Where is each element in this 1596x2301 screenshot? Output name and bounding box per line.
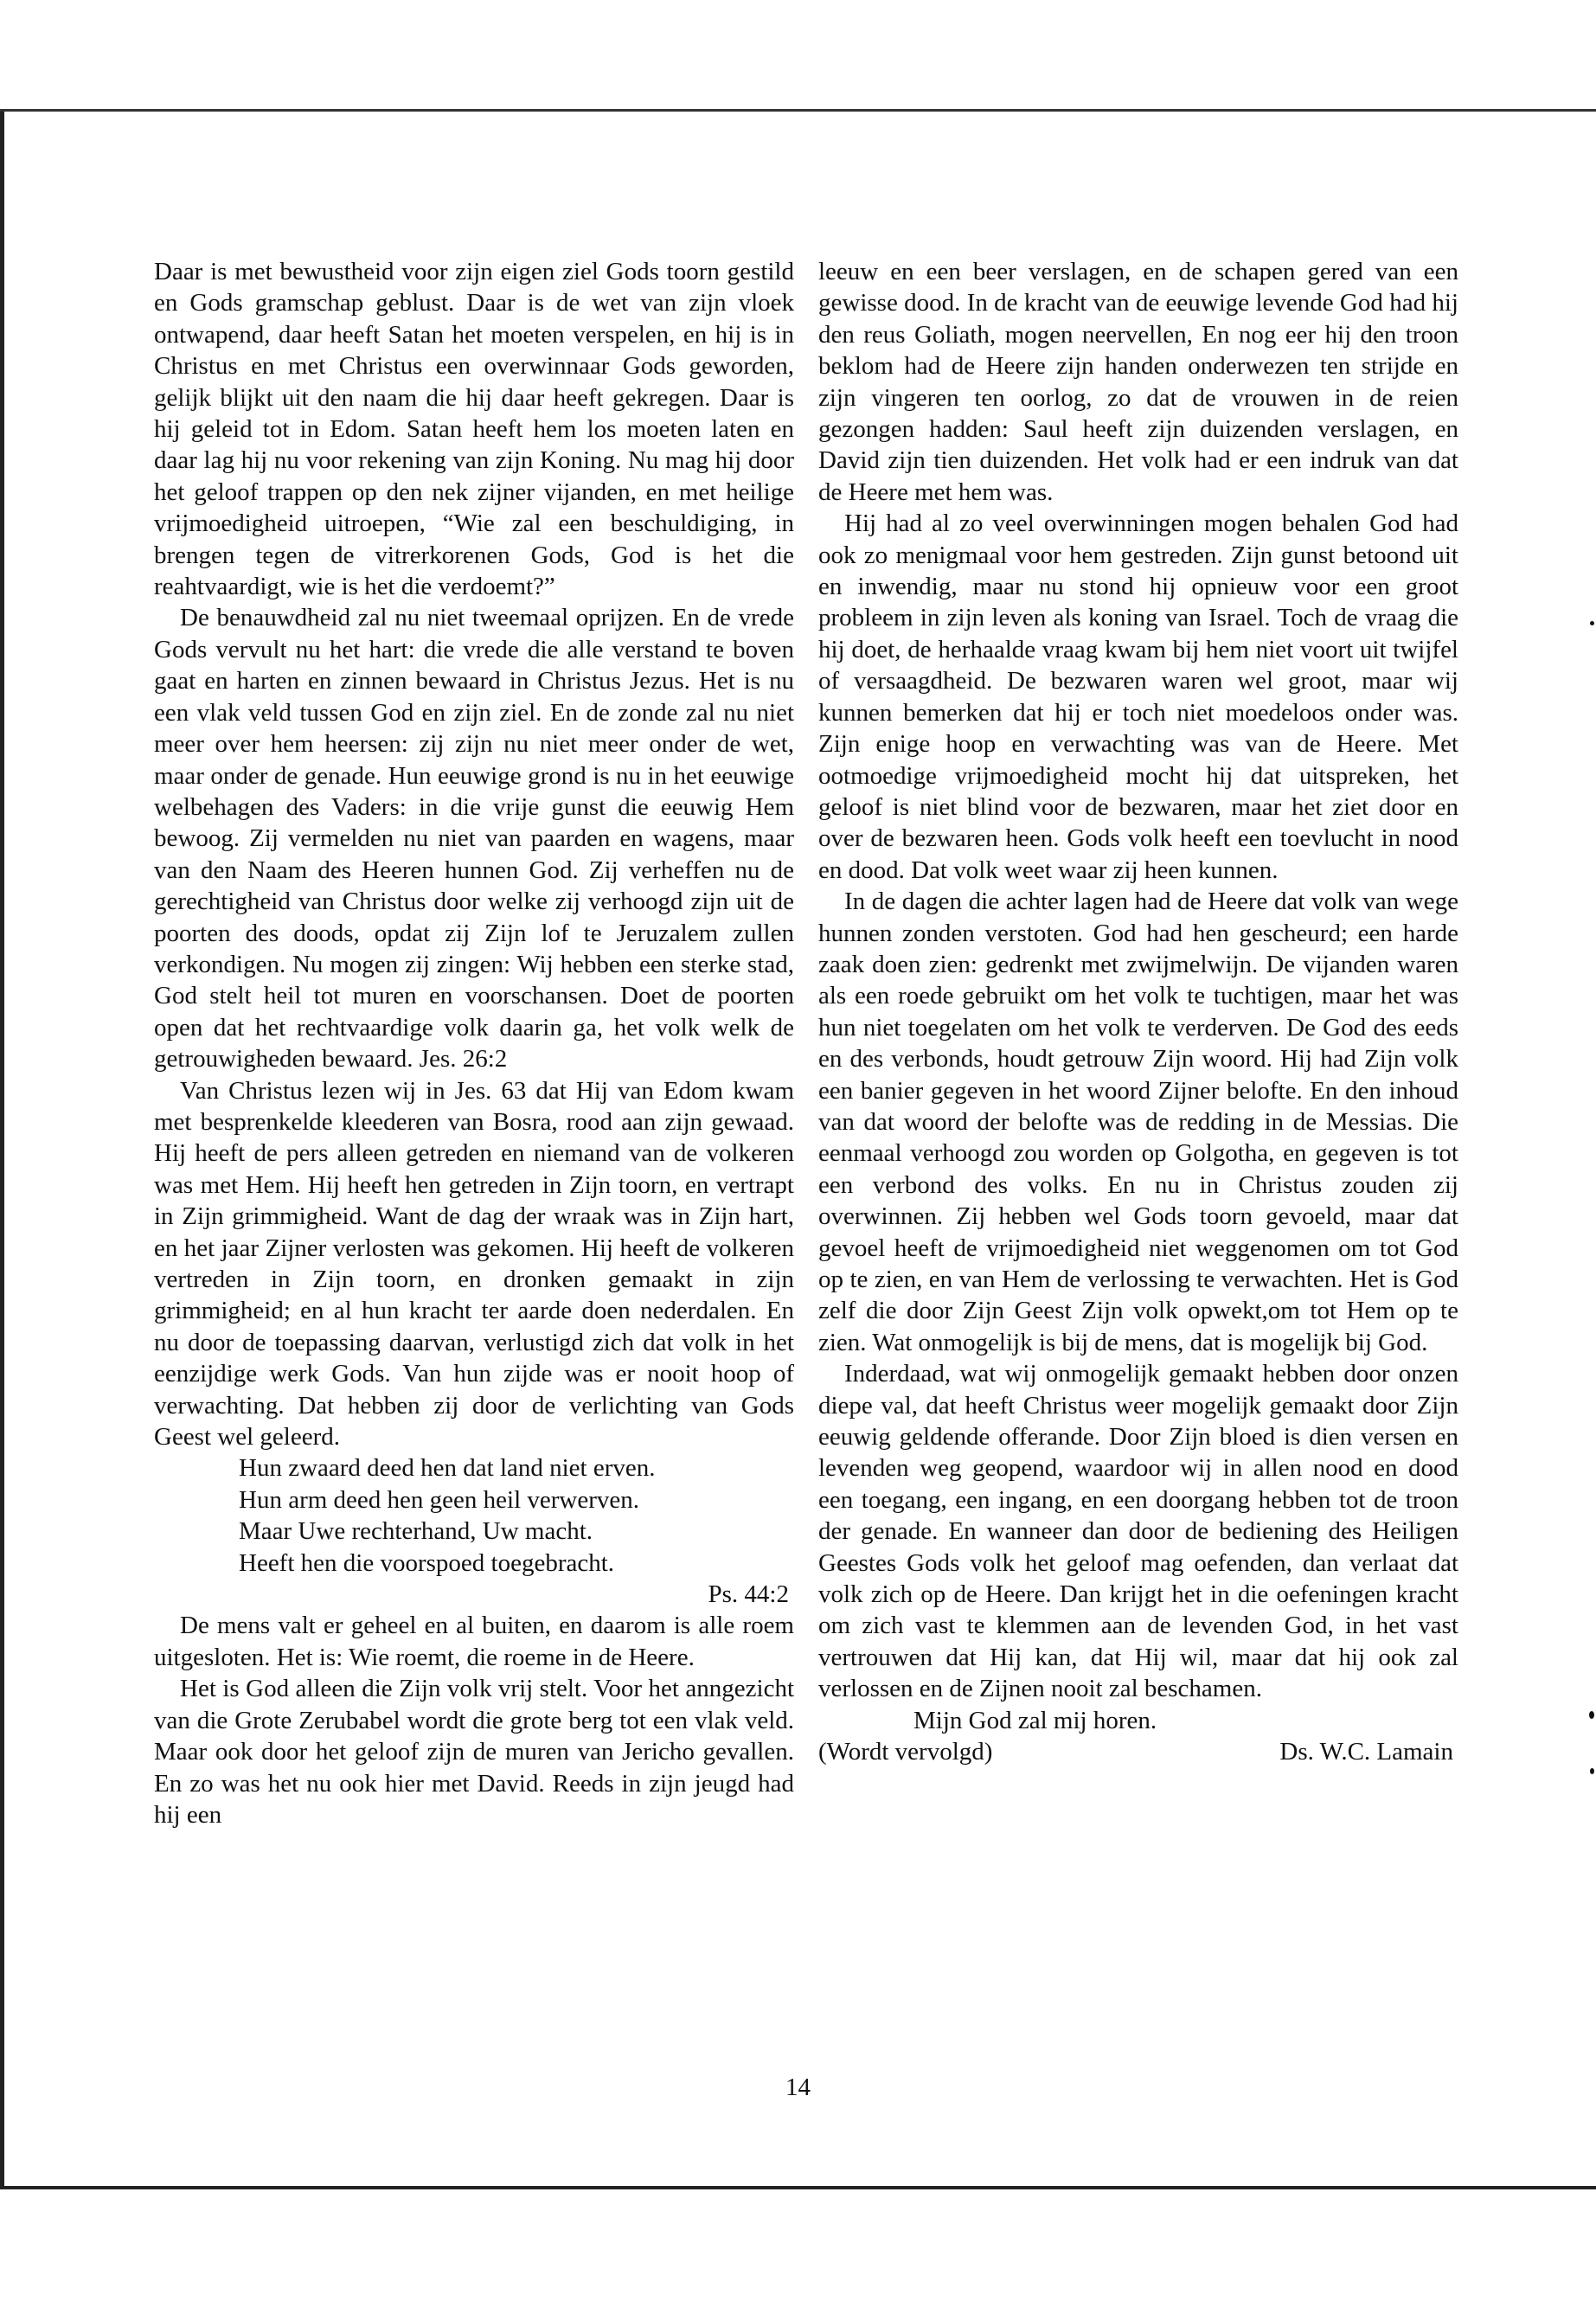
psalm-line-2: Hun arm deed hen geen heil verwerven. <box>239 1485 639 1514</box>
psalm-reference: Ps. 44:2 <box>708 1580 789 1609</box>
right-paragraph-3: In de dagen die achter lagen had de Heere dat volk van wege hunnen zonden verstoten. God had hen gescheurd; een harde zaak doen zien: gedrenkt met zwijmelwijn. De vijanden waren als een roede gebruikt om het volk te tuchtigen, maar het was hun niet toegelaten om het volk te verderven. De God des eeds en des verbonds, houdt getrouw Zijn woord. Hij had Zijn volk een banier gegeven in het woord Zijner belofte. En den inhoud van dat woord der belofte was de redding in de Messias. Die eenmaal verhoogd zou worden op Golgotha, en gegeven is tot een verbond des volks. En nu in Christus zouden zij overwinnen. Zij hebben wel Gods toorn gevoeld, maar dat gevoel heeft de vrijmoedigheid niet weggenomen om tot God op te zien, en van Hem de verlossing te verwachten. Het is God zelf die door Zijn Geest Zijn volk opwekt,om tot Hem op te zien. Wat onmogelijk is bij de mens, dat is mogelijk bij God. <box>818 888 1458 1356</box>
psalm-verse <box>239 1452 794 1579</box>
left-paragraph-3: Van Christus lezen wij in Jes. 63 dat Hij van Edom kwam met besprenkelde kleederen van Bosra, rood aan zijn gewaad. Hij heeft de pers alleen getreden en niemand van de volkeren was met Hem. Hij heeft hen getreden in Zijn toorn, en vertrapt in Zijn grimmigheid. Want de dag der wraak was in Zijn hart, en het jaar Zijner verlosten was gekomen. Hij heeft de volkeren vertreden in Zijn toorn, en dronken gemaakt in zijn grimmigheid; en al hun kracht ter aarde doen nederdalen. En nu door de toepassing daarvan, verlustigd zich dat volk in het eenzijdige werk Gods. Van hun zijde was er nooit hoop of verwachting. Dat hebben zij door de verlichting van Gods Geest wel geleerd. <box>154 1076 794 1452</box>
page-number: 14 <box>785 2073 811 2101</box>
left-column <box>154 256 794 1830</box>
left-paragraph-1: Daar is met bewustheid voor zijn eigen ziel Gods toorn gestild en Gods gramschap geblust. Daar is de wet van zijn vloek ontwapend, daar heeft Satan het moeten verspelen, en hij is in Christus en met Christus een overwinnaar Gods geworden, gelijk blijkt uit den naam die hij daar heeft gekregen. Daar is hij geleid tot in Edom. Satan heeft hem los moeten laten en daar lag hij nu voor rekening van zijn Koning. Nu mag hij door het geloof trappen op den nek zijner vijanden, en met heilige vrijmoedigheid uitroepen, “Wie zal een beschuldiging, in brengen tegen de vitrerkorenen Gods, God is het die reahtvaardigt, wie is het die verdoemt?” <box>154 258 794 601</box>
scan-speck-mark <box>1590 1768 1594 1774</box>
top-rule <box>0 109 1596 112</box>
left-edge-border <box>0 112 4 2186</box>
left-paragraph-4: De mens valt er geheel en al buiten, en daarom is alle roem uitgesloten. Het is: Wie roemt, die roeme in de Heere. <box>154 1612 794 1671</box>
psalm-line-3: Maar Uwe rechterhand, Uw macht. <box>239 1517 593 1546</box>
right-paragraph-1: leeuw en een beer verslagen, en de schapen gered van een gewisse dood. In de kracht van de eeuwige levende God had hij den reus Goliath, mogen neervellen, En nog eer hij den troon beklom had de Heere zijn handen onderwezen ten strijde en zijn vingeren ten oorlog, zo dat de vrouwen in de reien gezongen hadden: Saul heeft zijn duizenden verslagen, en David zijn tien duizenden. Het volk had er een indruk van dat de Heere met hem was. <box>818 258 1458 506</box>
author-name: Ds. W.C. Lamain <box>1279 1738 1453 1766</box>
psalm-line-1: Hun zwaard deed hen dat land niet erven. <box>239 1454 656 1483</box>
bottom-rule <box>0 2186 1596 2189</box>
closing-line: Mijn God zal mij horen. <box>913 1706 1157 1734</box>
left-paragraph-2: De benauwdheid zal nu niet tweemaal oprijzen. En de vrede Gods vervult nu het hart: die vrede die alle verstand te boven gaat en harten en zinnen bewaard in Christus Jezus. Het is nu een vlak veld tussen God en zijn ziel. En de zonde zal nu niet meer over hem heersen: zij zijn nu niet meer onder de wet, maar onder de genade. Hun eeuwige grond is nu in het eeuwige welbehagen des Vaders: in die vrije gunst die eeuwig Hem bewoog. Zij vermelden nu niet van paarden en wagens, maar van den Naam des Heeren hunnen God. Zij verheffen nu de gerechtigheid van Christus door welke zij verhoogd zijn uit de poorten des doods, opdat zij Zijn lof te Jeruzalem zullen verkondigen. Nu mogen zij zingen: Wij hebben een sterke stad, God stelt heil tot muren en voorschansen. Doet de poorten open dat het rechtvaardige volk daarin ga, het volk welk de getrouwigheden bewaard. Jes. 26:2 <box>154 604 794 1074</box>
signoff <box>818 1736 1458 1767</box>
right-paragraph-2: Hij had al zo veel overwinningen mogen behalen God had ook zo menigmaal voor hem gestreden. Zijn gunst betoond uit en inwendig, maar nu stond hij opnieuw voor een groot probleem in zijn leven als koning van Israel. Toch de vraag die hij doet, de herhaalde vraag kwam bij hem niet voort uit twijfel of versaagdheid. De bezwaren waren wel groot, maar wij kunnen bemerken dat hij er toch niet moedeloos onder was. Zijn enige hoop en verwachting was van de Heere. Met ootmoedige vrijmoedigheid mocht hij dat uitspreken, het geloof is niet blind voor de bezwaren, maar het ziet door en over de bezwaren heen. Gods volk heeft een toevlucht in nood en dood. Dat volk weet waar zij heen kunnen. <box>818 510 1458 884</box>
right-column <box>818 256 1458 1768</box>
scan-speck-mark <box>1589 1711 1594 1719</box>
scan-speck-mark <box>1590 621 1594 625</box>
right-paragraph-4: Inderdaad, wat wij onmogelijk gemaakt hebben door onzen diepe val, dat heeft Christus weer mogelijk gemaakt door Zijn eeuwig geldende offerande. Door Zijn bloed is dien versen en levenden weg geopend, waardoor wij in allen nood en dood een toegang, een ingang, en een doorgang hebben tot de troon der genade. En wanneer dan door de bediening des Heiligen Geestes Gods volk het geloof mag oefenden, dan verlaat dat volk zich op de Heere. Dan krijgt het in die oefeningen kracht om zich vast te klemmen aan de levenden God, in het vast vertrouwen dat Hij kan, dat Hij wil, maar dat hij ook zal verlossen en de Zijnen nooit zal beschamen. <box>818 1360 1458 1703</box>
continued-note: (Wordt vervolgd) <box>818 1738 993 1766</box>
left-paragraph-5: Het is God alleen die Zijn volk vrij stelt. Voor het anngezicht van die Grote Zerubabel wordt die grote berg tot een vlak veld. Maar ook door het geloof zijn de muren van Jericho gevallen. En zo was het nu ook hier met David. Reeds in zijn jeugd had hij een <box>154 1675 794 1829</box>
psalm-line-4: Heeft hen die voorspoed toegebracht. <box>239 1548 615 1577</box>
